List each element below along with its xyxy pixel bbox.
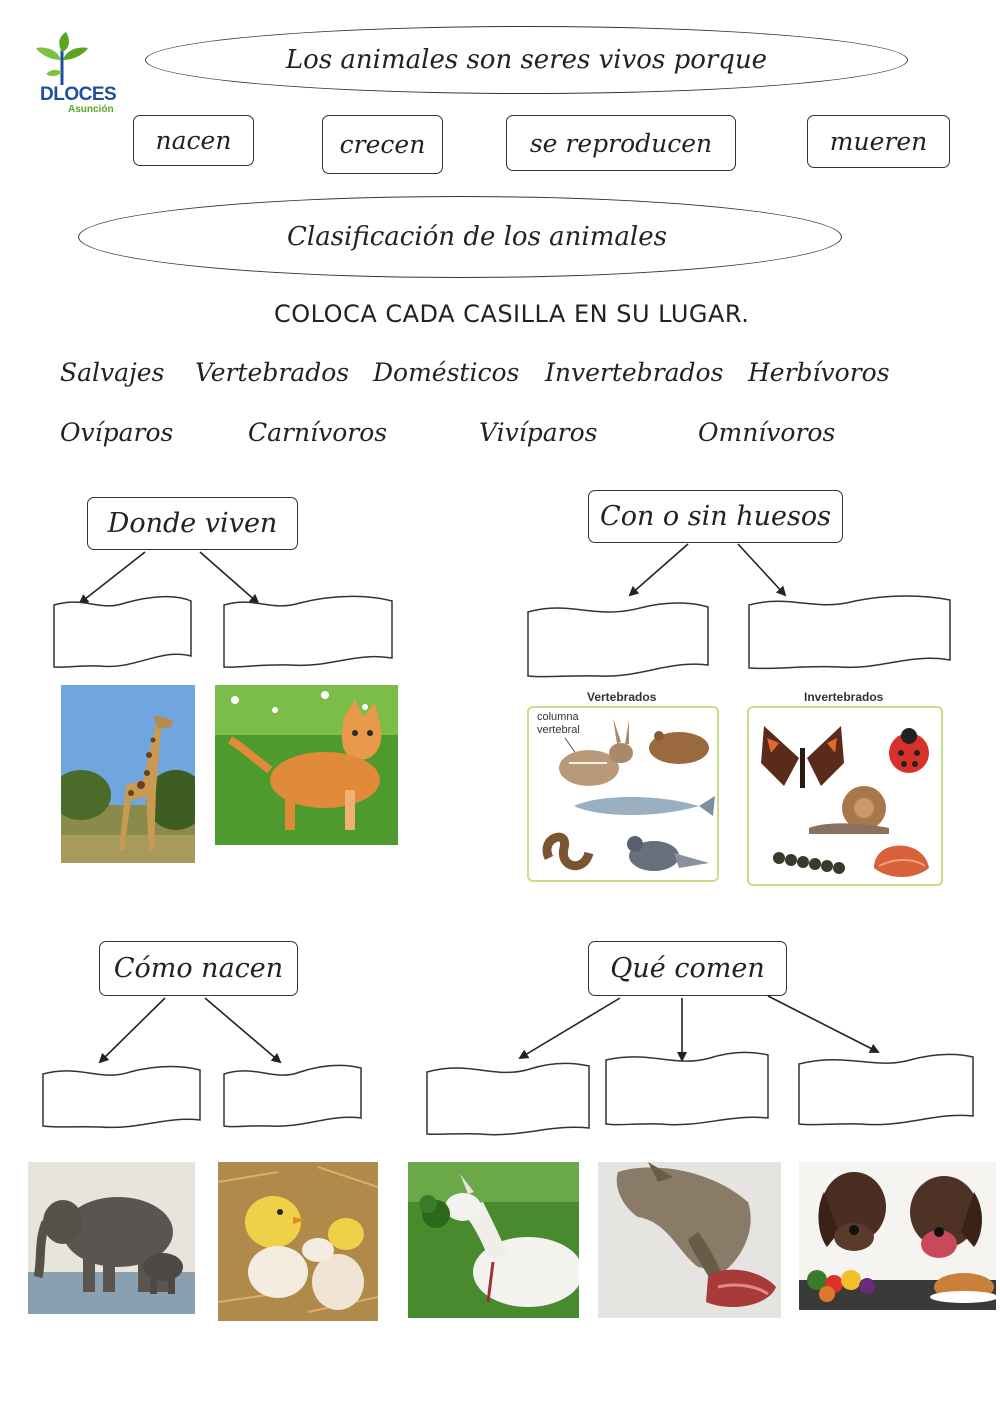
reason-label: mueren (829, 127, 928, 156)
drop-box-food-3 (799, 1054, 973, 1124)
invertebrates-panel (747, 706, 943, 886)
arrow (80, 552, 145, 603)
arrow (200, 552, 258, 603)
drop-box-where-1 (54, 597, 191, 668)
logo-sub: Asunción (68, 104, 114, 115)
instruction-text: COLOCA CADA CASILLA EN SU LUGAR. (274, 300, 750, 328)
category-label: Cómo nacen (113, 953, 284, 984)
elephant-image (28, 1162, 195, 1314)
category-label: Qué comen (610, 953, 765, 984)
category-label: Donde viven (107, 508, 278, 539)
wolf-image (598, 1162, 781, 1318)
giraffe-image (61, 685, 195, 863)
page-subtitle: Clasificación de los animales (287, 222, 667, 252)
drop-box-bones-1 (528, 603, 708, 677)
arrow (630, 544, 688, 595)
logo-brand: DLOCES (40, 84, 117, 105)
arrow (100, 998, 165, 1062)
word-tile[interactable]: Domésticos (373, 358, 520, 387)
category-label: Con o sin huesos (600, 501, 831, 532)
kitten-image (215, 685, 398, 845)
drop-box-where-2 (224, 596, 392, 667)
reason-label: nacen (155, 126, 232, 155)
word-tile[interactable]: Ovíparos (60, 418, 174, 447)
arrow (205, 998, 280, 1062)
drop-box-food-2 (606, 1052, 768, 1124)
dogs-image (799, 1162, 996, 1310)
goat-image (408, 1162, 579, 1318)
word-tile[interactable]: Carnívoros (248, 418, 388, 447)
word-tile[interactable]: Invertebrados (545, 358, 724, 387)
word-tile[interactable]: Vertebrados (195, 358, 350, 387)
vertebrates-panel (527, 706, 719, 882)
arrow (520, 998, 620, 1058)
page-title: Los animales son seres vivos porque (285, 45, 768, 75)
drop-box-birth-2 (224, 1065, 361, 1126)
spine-label: columna vertebral (537, 711, 580, 736)
drop-box-food-1 (427, 1063, 589, 1134)
word-tile[interactable]: Vivíparos (479, 418, 598, 447)
word-tile[interactable]: Omnívoros (698, 418, 836, 447)
word-tile[interactable]: Herbívoros (748, 358, 890, 387)
vertebrates-panel-title: Vertebrados (587, 690, 657, 704)
drop-box-birth-1 (43, 1067, 200, 1128)
drop-box-bones-2 (749, 596, 950, 668)
invertebrates-panel-title: Invertebrados (804, 690, 884, 704)
reason-label: crecen (339, 130, 426, 159)
arrow (768, 996, 878, 1052)
word-tile[interactable]: Salvajes (60, 358, 165, 387)
reason-label: se reproducen (529, 128, 713, 158)
arrow (738, 544, 785, 595)
chicks-image (218, 1162, 378, 1321)
